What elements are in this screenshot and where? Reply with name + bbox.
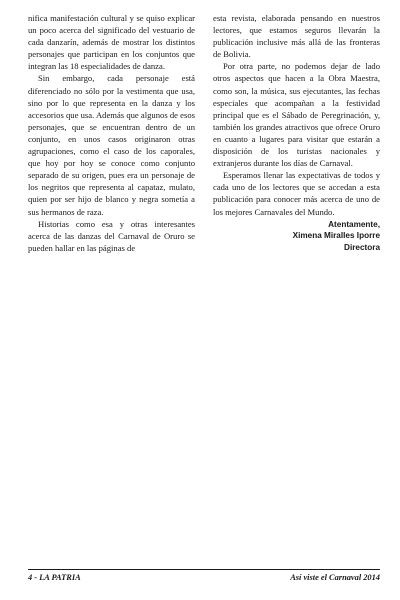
paragraph: Por otra parte, no podemos dejar de lado otros aspectos que hacen a la Obra Maestra, como son, la música, sus ejecutantes, las fechas especiales que acompañan a la festividad principal que es el Sábado de Peregrinación, y, también los grandes atractivos que ofrece Oruro en cuanto a lugares para visitar que estarán a disposición de los turistas nacionales y extranjeros durante los días de Carnaval.: [213, 61, 380, 169]
magazine-title: Así viste el Carnaval 2014: [290, 573, 380, 583]
footer-row: [28, 573, 380, 582]
paragraph: nifica manifestación cultural y se quiso explicar un poco acerca del significado del vestuario de cada danzarín, además de mostrar los distintos personajes que participan en los conjuntos que integran las 18 especialidades de danza.: [28, 13, 195, 72]
signature-block: [213, 219, 380, 254]
page-number-publication: 4 - LA PATRIA: [28, 573, 81, 583]
right-column: [213, 12, 380, 254]
paragraph: Historias como esa y otras interesantes acerca de las danzas del Carnaval de Oruro se pueden hallar en las páginas de: [28, 218, 195, 253]
page-footer: [28, 569, 380, 582]
footer-divider: [28, 569, 380, 570]
paragraph: Esperamos llenar las expectativas de todos y cada uno de los lectores que se accedan a esta publicación para conocer más acerca de uno de los mejores Carnavales del Mundo.: [213, 170, 380, 217]
signature-name: Ximena Miralles Iporre: [292, 231, 380, 241]
left-column: [28, 12, 195, 254]
paragraph: Sin embargo, cada personaje está diferenciado no sólo por la vestimenta que usa, sino por lo que representa en la danza y los accesorios que usa. Además que algunos de esos personajes, que se encuentran dentro de un conjunto, en unos casos originaron otras agrupaciones, como el caso de los caporales, que hoy por hoy se conoce como conjunto separado de su origen, pues era un personaje de los negritos que representa al capataz, mulato, quien por ser hijo de blanco y negra sometía a sus hermanos de raza.: [28, 73, 195, 217]
article-body: [28, 12, 380, 254]
paragraph: esta revista, elaborada pensando en nuestros lectores, que estamos seguros llevarán la publicación inclusive más allá de las fronteras de Bolivia.: [213, 13, 380, 60]
signature-title: Directora: [344, 242, 380, 252]
signature-closing: Atentamente,: [328, 219, 380, 229]
